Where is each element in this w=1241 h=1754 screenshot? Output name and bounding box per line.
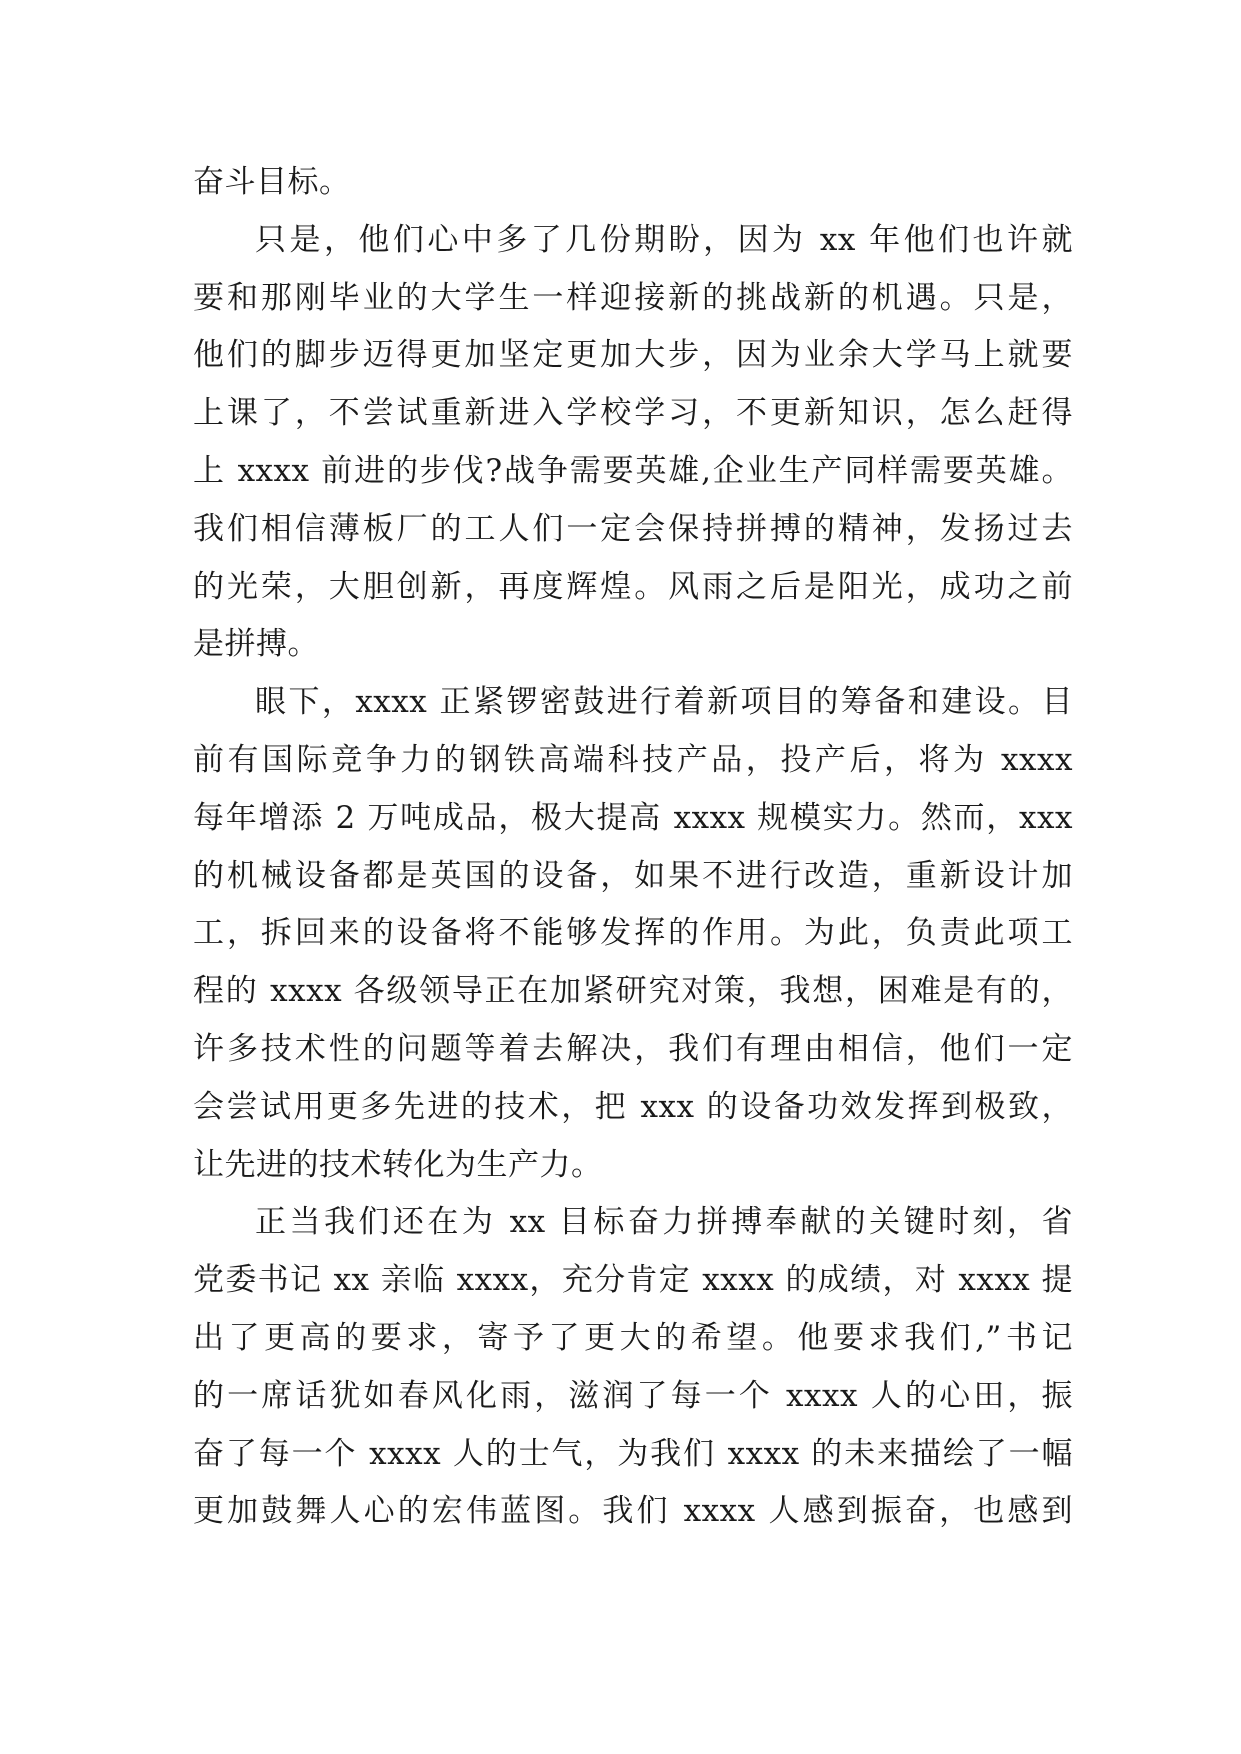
text-line: 上 xxxx 前进的步伐?战争需要英雄,企业生产同样需要英雄。 [193, 452, 1073, 489]
text-line: 前有国际竞争力的钢铁高端科技产品，投产后，将为 xxxx [193, 741, 1073, 778]
text-line: 上课了，不尝试重新进入学校学习，不更新知识，怎么赶得 [193, 395, 1073, 432]
text-line: 眼下，xxxx 正紧锣密鼓进行着新项目的筹备和建设。目 [255, 684, 1073, 721]
text-line: 会尝试用更多先进的技术，把 xxx 的设备功效发挥到极致， [193, 1088, 1073, 1125]
text-line: 奋斗目标。 [193, 164, 351, 200]
text-line: 是拼搏。 [193, 626, 319, 663]
text-line: 他们的脚步迈得更加坚定更加大步，因为业余大学马上就要 [193, 337, 1073, 374]
text-line: 的机械设备都是英国的设备，如果不进行改造，重新设计加 [193, 857, 1073, 894]
body-text [193, 154, 1073, 1541]
text-line: 出了更高的要求，寄予了更大的希望。他要求我们,”书记 [193, 1319, 1073, 1356]
text-line: 的光荣，大胆创新，再度辉煌。风雨之后是阳光，成功之前 [193, 568, 1073, 605]
text-line: 让先进的技术转化为生产力。 [193, 1146, 603, 1183]
text-line: 程的 xxxx 各级领导正在加紧研究对策，我想，困难是有的， [193, 973, 1073, 1010]
text-line: 我们相信薄板厂的工人们一定会保持拼搏的精神，发扬过去 [193, 510, 1073, 547]
text-line: 更加鼓舞人心的宏伟蓝图。我们 xxxx 人感到振奋，也感到 [193, 1493, 1073, 1530]
text-line: 每年增添 2 万吨成品，极大提高 xxxx 规模实力。然而，xxx [193, 799, 1073, 836]
text-line: 工，拆回来的设备将不能够发挥的作用。为此，负责此项工 [193, 915, 1073, 952]
text-line: 奋了每一个 xxxx 人的士气，为我们 xxxx 的未来描绘了一幅 [193, 1435, 1073, 1472]
text-line: 只是，他们心中多了几份期盼，因为 xx 年他们也许就 [255, 221, 1073, 258]
text-line: 许多技术性的问题等着去解决，我们有理由相信，他们一定 [193, 1030, 1073, 1067]
text-line: 的一席话犹如春风化雨，滋润了每一个 xxxx 人的心田，振 [193, 1377, 1073, 1414]
text-line: 要和那刚毕业的大学生一样迎接新的挑战新的机遇。只是， [193, 279, 1073, 316]
text-line: 党委书记 xx 亲临 xxxx，充分肯定 xxxx 的成绩，对 xxxx 提 [193, 1262, 1073, 1299]
text-line: 正当我们还在为 xx 目标奋力拼搏奉献的关键时刻，省 [255, 1204, 1073, 1241]
